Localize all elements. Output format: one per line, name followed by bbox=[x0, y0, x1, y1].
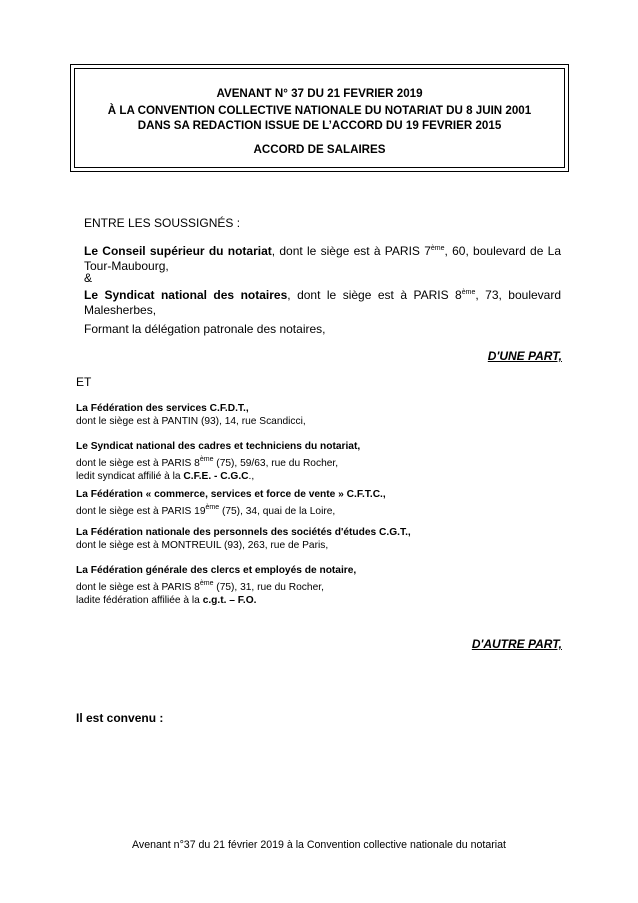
union-cfdt bbox=[76, 402, 306, 428]
il-est-convenu: Il est convenu : bbox=[76, 711, 164, 725]
subtitle-line-1: À LA CONVENTION COLLECTIVE NATIONALE DU NOTARIAT DU 8 JUIN 2001 bbox=[107, 104, 532, 117]
union-affiliation-org: c.g.t. – F.O. bbox=[202, 595, 257, 606]
party-csn-text-b: , 60, boulevard de La Tour-Maubourg, bbox=[84, 244, 561, 273]
union-cfe-cgc bbox=[76, 440, 360, 483]
union-name: La Fédération « commerce, services et force de vente » C.F.T.C., bbox=[76, 489, 386, 500]
union-address-text-a: dont le siège est à PARIS 19 bbox=[76, 506, 206, 517]
union-cftc bbox=[76, 488, 386, 518]
party-snn-name: Le Syndicat national des notaires bbox=[84, 288, 288, 302]
union-affiliation-tail: ., bbox=[248, 471, 255, 482]
union-name: La Fédération nationale des personnels des sociétés d'études C.G.T., bbox=[76, 527, 411, 538]
dune-part-label: D'UNE PART, bbox=[487, 349, 562, 363]
union-affiliation bbox=[76, 470, 360, 483]
union-name: La Fédération générale des clercs et employés de notaire, bbox=[76, 565, 357, 576]
union-address-sup: ème bbox=[199, 580, 214, 587]
ampersand: & bbox=[84, 271, 93, 285]
union-fo bbox=[76, 564, 356, 607]
union-affiliation bbox=[76, 594, 356, 607]
union-address-text-a: dont le siège est à PARIS 8 bbox=[76, 458, 200, 469]
union-address-text-a: dont le siège est à PARIS 8 bbox=[76, 582, 200, 593]
page-footer: Avenant n°37 du 21 février 2019 à la Convention collective nationale du notariat bbox=[132, 839, 506, 851]
party-snn-sup: ème bbox=[461, 289, 476, 296]
et-label: ET bbox=[76, 375, 92, 389]
union-affiliation-org: C.F.E. - C.G.C bbox=[183, 471, 249, 482]
party-csn-name: Le Conseil supérieur du notariat bbox=[84, 244, 272, 258]
union-affiliation-text: ledit syndicat affilié à la bbox=[76, 471, 184, 482]
union-address bbox=[76, 539, 411, 552]
union-affiliation-text: ladite fédération affiliée à la bbox=[76, 595, 203, 606]
union-address-text-b: (75), 59/63, rue du Rocher, bbox=[213, 458, 339, 469]
parties-intro: ENTRE LES SOUSSIGNÉS : bbox=[84, 216, 241, 230]
union-cgt bbox=[76, 526, 411, 552]
party-csn-text-a: , dont le siège est à PARIS 7 bbox=[271, 244, 431, 258]
title-line: AVENANT N° 37 DU 21 FEVRIER 2019 bbox=[216, 87, 423, 100]
dautre-part-label: D'AUTRE PART, bbox=[471, 637, 562, 651]
delegation-text: Formant la délégation patronale des notaires, bbox=[84, 322, 326, 336]
subtitle-line-2: DANS SA REDACTION ISSUE DE L’ACCORD DU 19 FEVRIER 2015 bbox=[137, 119, 502, 132]
union-address-text: dont le siège est à PANTIN (93), 14, rue Scandicci, bbox=[76, 416, 306, 427]
union-address-text-b: (75), 31, rue du Rocher, bbox=[213, 582, 324, 593]
title-box bbox=[70, 64, 569, 172]
union-name: Le Syndicat national des cadres et techniciens du notariat, bbox=[76, 441, 361, 452]
union-address-sup: ème bbox=[205, 504, 220, 511]
subtitle-line-3: ACCORD DE SALAIRES bbox=[253, 143, 386, 156]
dune-part bbox=[488, 347, 562, 365]
union-address bbox=[76, 577, 356, 594]
union-address bbox=[76, 453, 360, 470]
party-csn bbox=[84, 242, 561, 273]
party-snn-text-b: , 73, boulevard Malesherbes, bbox=[84, 288, 562, 317]
union-address bbox=[76, 415, 306, 428]
union-name: La Fédération des services C.F.D.T., bbox=[76, 403, 249, 414]
party-snn-text-a: , dont le siège est à PARIS 8 bbox=[287, 288, 462, 302]
party-snn bbox=[84, 286, 561, 317]
union-address bbox=[76, 501, 386, 518]
dautre-part bbox=[472, 635, 562, 653]
title-box-inner-border bbox=[74, 68, 565, 168]
party-csn-sup: ème bbox=[430, 245, 445, 252]
union-address-sup: ème bbox=[199, 456, 214, 463]
union-address-text-b: (75), 34, quai de la Loire, bbox=[219, 506, 336, 517]
union-address-text: dont le siège est à MONTREUIL (93), 263, rue de Paris, bbox=[76, 540, 329, 551]
